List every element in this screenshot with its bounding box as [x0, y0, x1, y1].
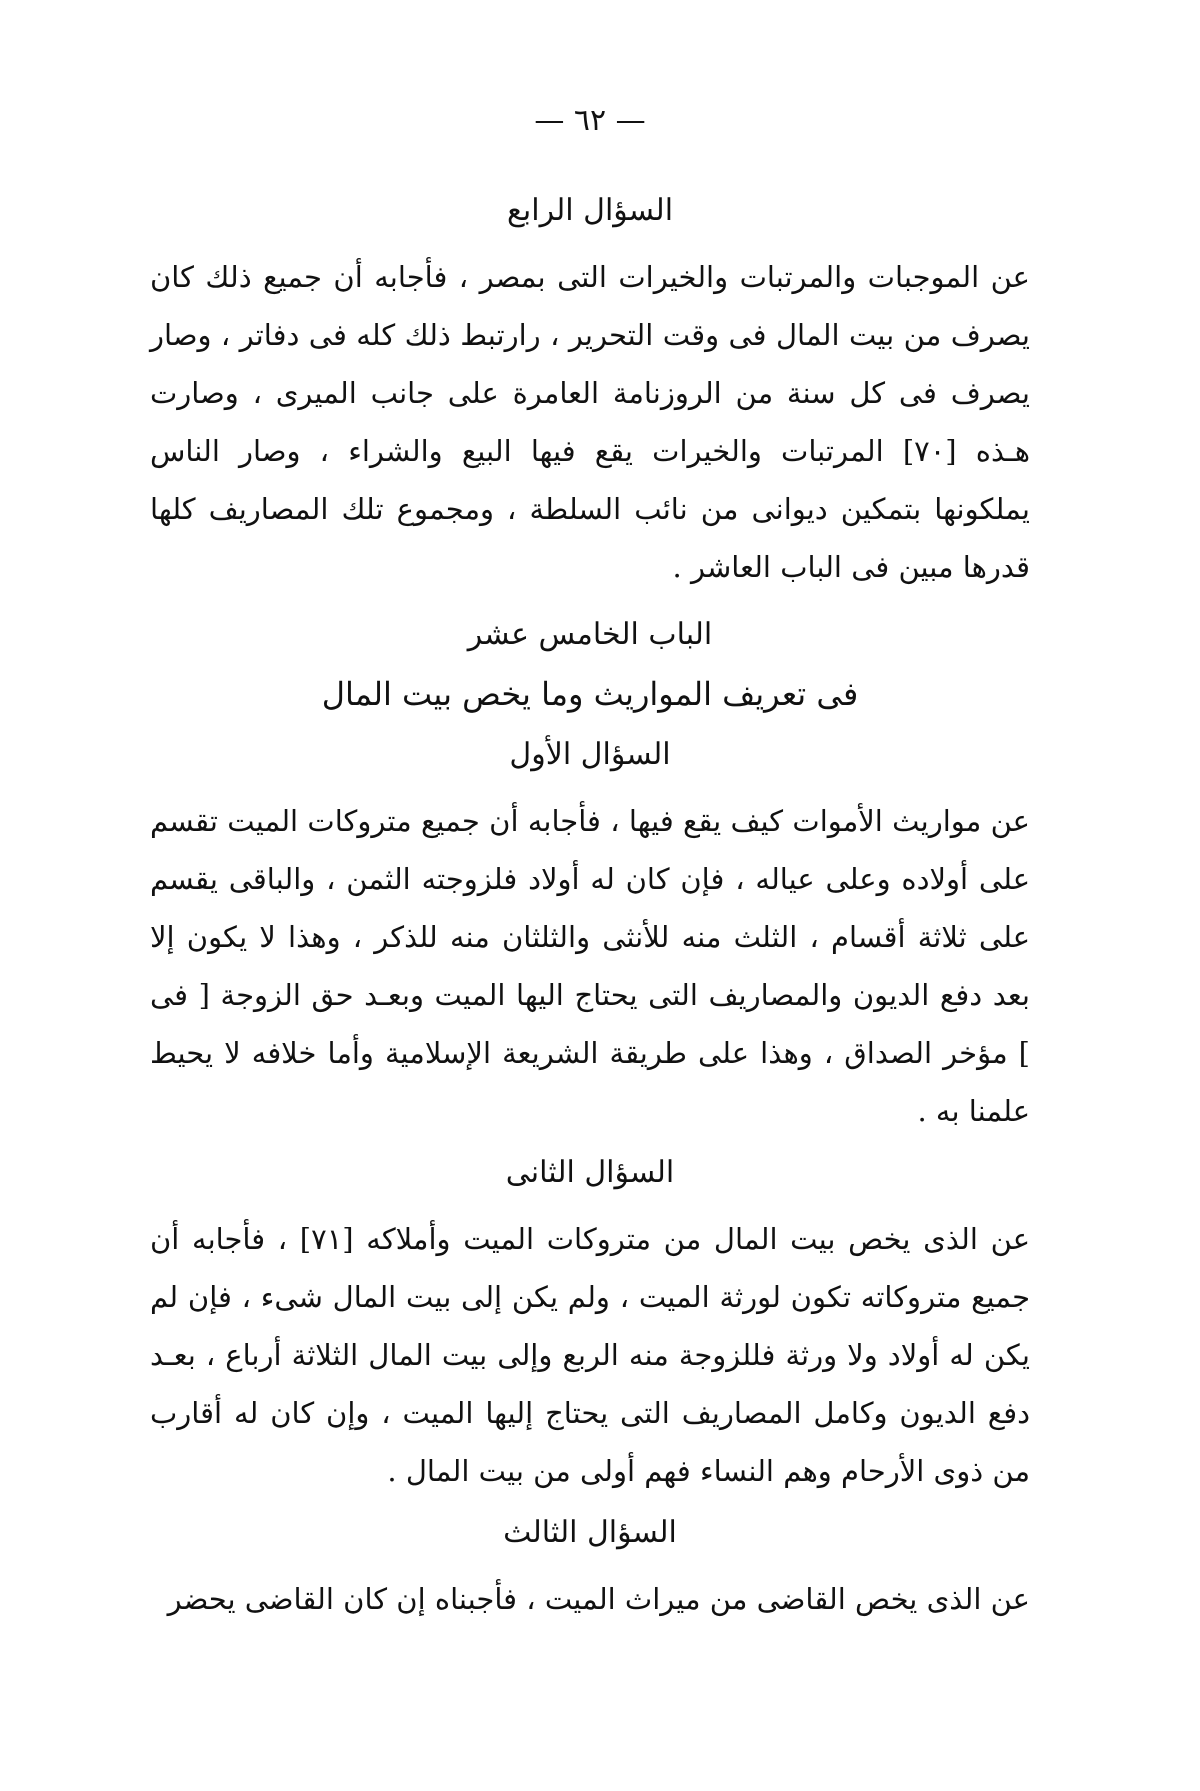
chapter-subtitle: فى تعريف المواريث وما يخص بيت المال [321, 675, 859, 713]
paragraph: عن مواريث الأموات كيف يقع فيها ، فأجابه أن جميع متروكات الميت تقسم على أولاده وعلى عياله ، فإن كان له أولاد فلزوجته الثمن ، والباقى يقسم على ثلاثة أقسام ، الثلث منه للأنثى والثلثان منه للذكر ، وهذا لا يكون إلا بعد دفع الديون والمصاريف التى يحتاج اليها الميت وبعـد حق الزوجة [ فى ] مؤخر الصداق ، وهذا على طريقة الشريعة الإسلامية وأما خلافه لا يحيط علمنا به . [150, 804, 1030, 1128]
paragraph: عن الذى يخص بيت المال من متروكات الميت وأملاكه [٧١] ، فأجابه أن جميع متروكاته تكون لورثة الميت ، ولم يكن إلى بيت المال شىء ، فإن لم يكن له أولاد ولا ورثة فللزوجة منه الربع وإلى بيت المال الثلاثة أرباع ، بعـد دفع الديون وكامل المصاريف التى يحتاج إليها الميت ، وإن كان له أقارب من ذوى الأرحام وهم النساء فهم أولى من بيت المال . [150, 1222, 1030, 1488]
chapter-title: الباب الخامس عشر [467, 617, 713, 652]
section-heading: السؤال الثالث [503, 1515, 677, 1550]
paragraph: عن الذى يخص القاضى من ميراث الميت ، فأجبناه إن كان القاضى يحضر [167, 1582, 1030, 1616]
section-question-1 [150, 730, 1030, 1140]
section-question-3 [150, 1508, 1030, 1628]
section-heading: السؤال الرابع [506, 193, 674, 228]
page-number: — ٦٢ — [534, 103, 646, 138]
section-question-4 [150, 186, 1030, 596]
section-heading: السؤال الثانى [505, 1155, 675, 1190]
paragraph: عن الموجبات والمرتبات والخيرات التى بمصر ، فأجابه أن جميع ذلك كان يصرف من بيت المال فى وقت التحرير ، رارتبط ذلك كله فى دفاتر ، وصار يصرف فى كل سنة من الروزنامة العامرة على جانب الميرى ، وصارت هـذه [٧٠] المرتبات والخيرات يقع فيها البيع والشراء ، وصار الناس يملكونها بتمكين ديوانى من نائب السلطة ، ومجموع تلك المصاريف كلها قدرها مبين فى الباب العاشر . [150, 260, 1030, 584]
section-question-2 [150, 1148, 1030, 1500]
section-heading: السؤال الأول [509, 737, 671, 772]
document-page [150, 96, 1030, 1636]
